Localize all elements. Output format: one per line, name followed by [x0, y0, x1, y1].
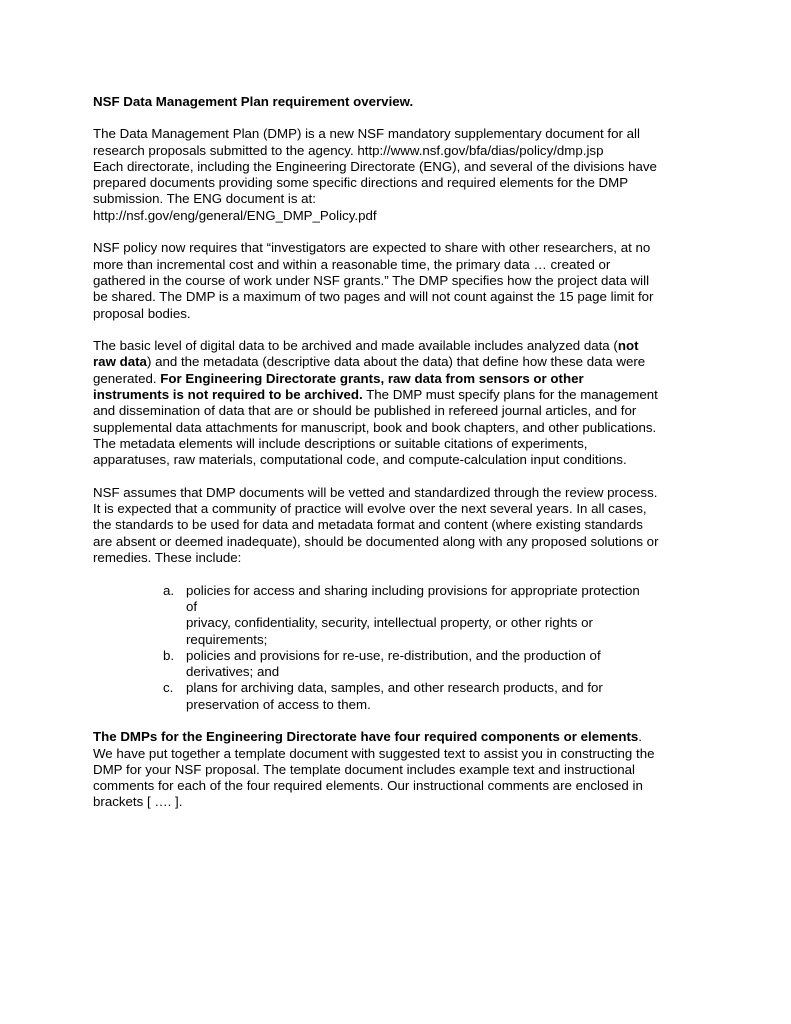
- text-run: The basic level of digital data to be archived and made available includes analyzed data (: [93, 338, 618, 354]
- text-line: [93, 387, 705, 403]
- text-run: ) and the metadata (descriptive data about the data) that define how these data were: [146, 354, 646, 370]
- list-item: [93, 680, 641, 713]
- text-line: NSF policy now requires that “investigators are expected to share with other researchers, at no: [93, 240, 651, 256]
- list-marker: a.: [163, 582, 175, 598]
- text-line: comments for each of the four required elements. Our instructional comments are enclosed in: [93, 778, 643, 794]
- text-line: preservation of access to them.: [186, 696, 371, 712]
- text-line: plans for archiving data, samples, and other research products, and for: [186, 680, 603, 696]
- bold-text: not: [617, 338, 639, 354]
- text-line: the standards to be used for data and metadata format and content (where existing standards: [93, 517, 643, 533]
- text-line: research proposals submitted to the agency. http://www.nsf.gov/bfa/dias/policy/dmp.jsp: [93, 142, 604, 158]
- text-line: DMP for your NSF proposal. The template document includes example text and instructional: [93, 761, 635, 777]
- eng-policy-url: http://nsf.gov/eng/general/ENG_DMP_Policy.pdf: [93, 207, 377, 223]
- text-line: [93, 371, 705, 387]
- text-line: The Data Management Plan (DMP) is a new NSF mandatory supplementary document for all: [93, 126, 640, 142]
- list-marker: c.: [163, 680, 174, 696]
- text-line: [93, 729, 705, 745]
- list-item: [93, 583, 641, 648]
- text-line: Each directorate, including the Engineering Directorate (ENG), and several of the divisions have: [93, 158, 657, 174]
- text-line: proposal bodies.: [93, 305, 191, 321]
- paragraph-digital-data: [93, 338, 705, 468]
- text-line: privacy, confidentiality, security, intellectual property, or other rights or: [186, 615, 593, 631]
- text-line: [93, 338, 705, 354]
- text-line: brackets [ …. ].: [93, 794, 183, 810]
- text-line: gathered in the course of work under NSF grants.” The DMP specifies how the project data will: [93, 272, 650, 288]
- list-marker: b.: [163, 647, 175, 663]
- text-line: The metadata elements will include descriptions or suitable citations of experiments,: [93, 435, 588, 451]
- text-line: derivatives; and: [186, 664, 280, 680]
- bold-text: For Engineering Directorate grants, raw data from sensors or other: [160, 370, 584, 386]
- text-run: The DMP must specify plans for the management: [362, 387, 658, 403]
- paragraph-dmp-intro: [93, 126, 705, 224]
- text-line: remedies. These include:: [93, 550, 242, 566]
- text-line: submission. The ENG document is at:: [93, 191, 316, 207]
- text-line: apparatuses, raw materials, computational code, and compute-calculation input conditions.: [93, 452, 627, 468]
- paragraph-review-process: [93, 485, 705, 566]
- text-line: We have put together a template document with suggested text to assist you in constructing the: [93, 745, 655, 761]
- text-line: supplemental data attachments for manuscript, book and book chapters, and other publications.: [93, 419, 657, 435]
- text-line: requirements;: [186, 631, 268, 647]
- text-line: It is expected that a community of practice will evolve over the next several years. In all cases,: [93, 501, 647, 517]
- bold-text: instruments is not required to be archived.: [93, 387, 363, 403]
- text-run: generated.: [93, 370, 161, 386]
- text-line: are absent or deemed inadequate), should be documented along with any proposed solutions or: [93, 533, 659, 549]
- text-line: NSF assumes that DMP documents will be vetted and standardized through the review process.: [93, 484, 658, 500]
- text-line: prepared documents providing some specific directions and required elements for the DMP: [93, 175, 629, 191]
- requirements-list: [93, 583, 705, 713]
- text-line: more than incremental cost and within a reasonable time, the primary data … created or: [93, 256, 611, 272]
- document-title: NSF Data Management Plan requirement overview.: [93, 94, 414, 109]
- bold-text: The DMPs for the Engineering Directorate have four required components or elements: [93, 729, 639, 745]
- text-line: policies and provisions for re-use, re-distribution, and the production of: [186, 647, 601, 663]
- text-run: .: [638, 729, 642, 745]
- list-item: [93, 648, 641, 681]
- paragraph-template-info: [93, 729, 705, 810]
- document-page: [93, 94, 705, 827]
- paragraph-nsf-policy: [93, 240, 705, 321]
- text-line: and dissemination of data that are or should be published in refereed journal articles, and for: [93, 403, 637, 419]
- text-line: policies for access and sharing including provisions for appropriate protection of: [186, 582, 640, 614]
- text-line: be shared. The DMP is a maximum of two pages and will not count against the 15 page limit for: [93, 289, 654, 305]
- text-line: [93, 354, 705, 370]
- bold-text: raw data: [93, 354, 147, 370]
